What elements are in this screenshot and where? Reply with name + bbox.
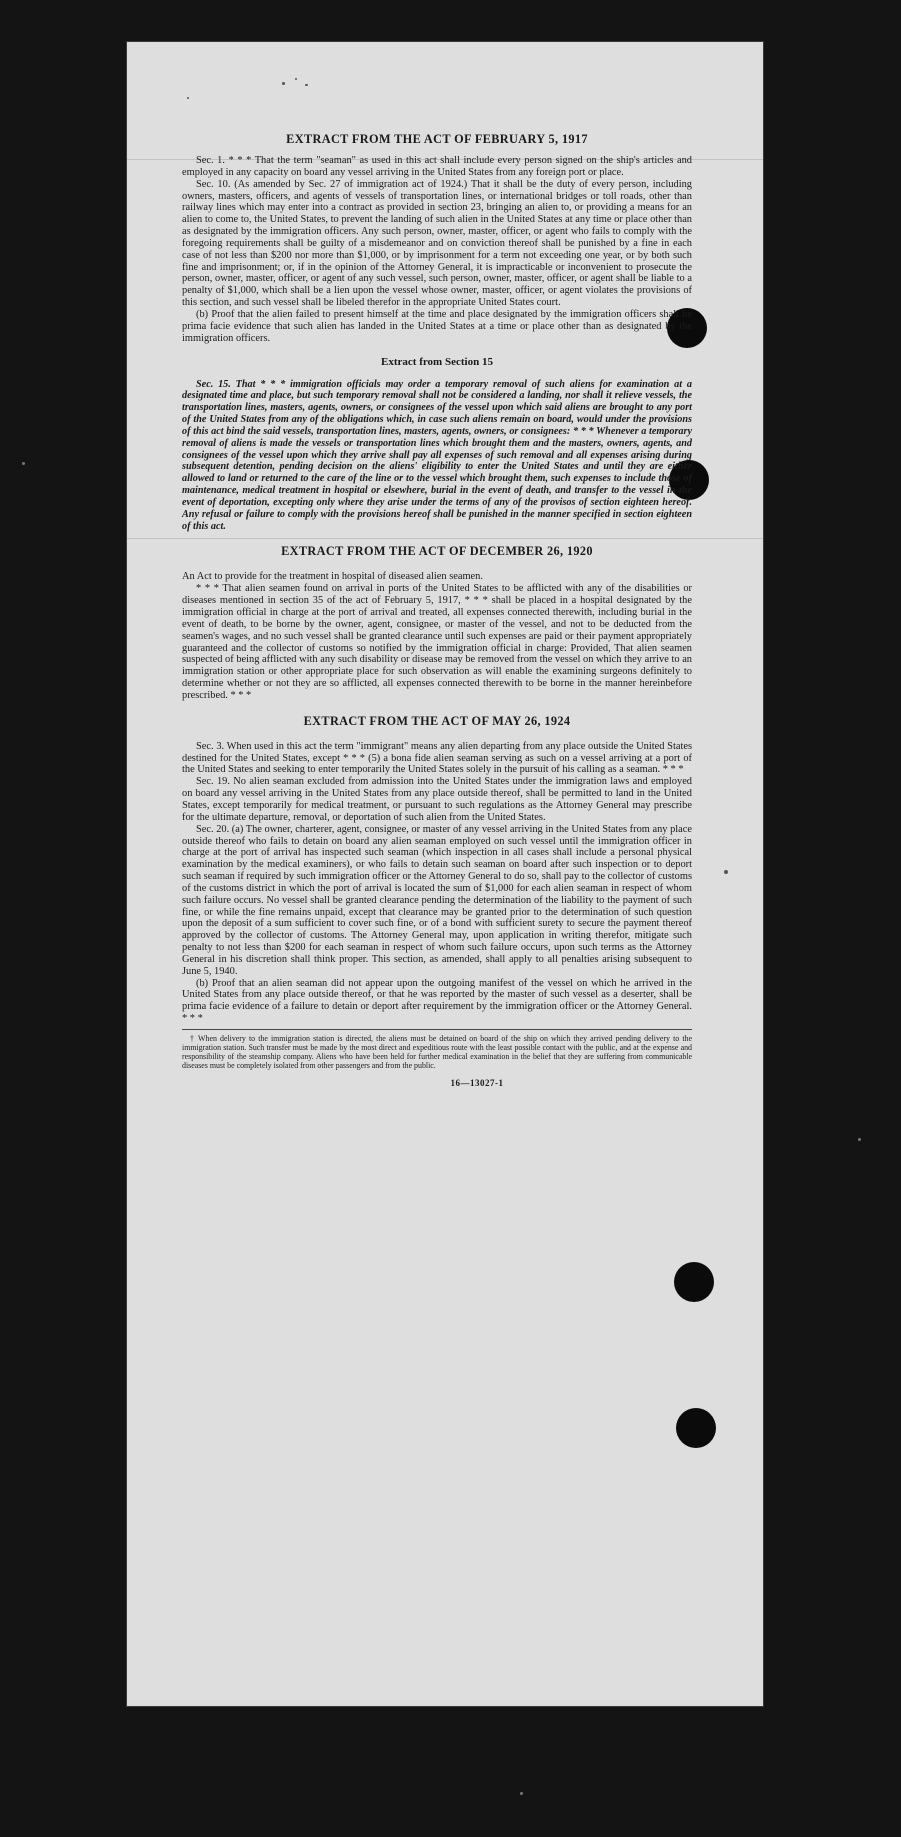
act-1920-title: An Act to provide for the treatment in hospital of diseased alien seamen. — [182, 571, 483, 583]
sec-10b-paragraph: (b) Proof that the alien failed to present himself at the time and place designated by the immigration officers shall be prima facie evidence that such alien has landed in the United States at a time or place other than as designated by the immigration officers. — [182, 308, 692, 344]
sec-15-paragraph: Sec. 15. That * * * immigration officials may order a temporary removal of such aliens for examination at a designated time and place, but such temporary removal shall not be considered a landing, nor shall it relieve vessels, the transportation lines, masters, agents, owners, or consignees of the vessel upon which said aliens are brought to any port of the United States from any of the obligations which, in case such aliens remain on board, would under the provisions of this act bind the said vessels, transportation lines, masters, agents, owners, or consignees: * * * Whenever a temporary removal of aliens is made the vessels or transportation lines which brought them and the masters, owners, agents, and consignees of the vessel upon which they arrive shall pay all expenses of such removal and all expenses arising during subsequent detention, pending decision on the aliens' eligibility to enter the United States and until they are either allowed to land or returned to the care of the line or to the vessel which brought them, such expenses to include those of maintenance, medical treatment in hospital or elsewhere, burial in the event of death, and transfer to the vessel in the event of deportation, excepting only where they arise under the terms of any of the provisos of section eighteen hereof. Any refusal or failure to comply with the provisions hereof shall be punished in the manner specified in section eighteen of this act. — [182, 378, 692, 532]
punch-hole — [676, 1408, 716, 1448]
sec-10-paragraph: Sec. 10. (As amended by Sec. 27 of immigration act of 1924.) That it shall be the duty of every person, including owners, masters, officers, and agents of vessels of transportation lines, or international bridges or toll roads, other than railway lines which may enter into a contract as provided in section 23, bringing an alien to, or providing a means for an alien to come to, the United States, to prevent the landing of such alien in the United States at any time or place other than as designated by the immigration officers. Any such person, owner, master, officer, or agent who fails to comply with the foregoing requirements shall be guilty of a misdemeanor and on conviction thereof shall be punished by a fine in each case of not less than $200 nor more than $1,000, or by imprisonment for a term not exceeding one year, or by both such fine and imprisonment; or, if in the opinion of the Attorney General, it is impracticable or inconvenient to prosecute the person, owner, master, officer, or agent of any such vessel, such person, owner, master, officer, or agent shall be liable to a penalty of $1,000, which shall be a lien upon the vessel whose owner, master, officer, or agent violates the provisions of this section, and such vessel shall be libeled therefor in the appropriate United States court. — [182, 178, 692, 309]
backdrop-speck — [22, 462, 25, 465]
backdrop-speck — [520, 1792, 523, 1795]
punch-hole — [674, 1262, 714, 1302]
sec-20b-paragraph: (b) Proof that an alien seaman did not appear upon the outgoing manifest of the vessel on which he arrived in the United States from any place outside thereof, or that he was reported by the master of such vessel as a deserter, shall be prima facie evidence of a failure to detain or deport after requirement by the immigration officer or the Attorney General. * * * — [182, 977, 692, 1025]
footnote-divider — [182, 1029, 692, 1030]
speck-cluster — [187, 97, 189, 99]
sec-20a-paragraph: Sec. 20. (a) The owner, charterer, agent, consignee, or master of any vessel arriving in the United States from any place outside thereof who fails to detain on board any alien seaman employed on such vessel until the immigration officer in charge at the port of arrival has inspected such seaman (which inspection in all cases shall include a personal physical examination by the medical examiners), or who fails to detain such seaman on board after such inspection or to deport such seaman if required by such immigration officer or the Attorney General to do so, shall pay to the collector of customs of the customs district in which the port of arrival is located the sum of $1,000 for each alien seaman in respect of whom such failure occurs. No vessel shall be granted clearance pending the determination of the liability to the payment of such fine, or while the fine remains unpaid, except that clearance may be granted prior to the determination of such question upon the deposit of a sum sufficient to cover such fine, or of a bond with sufficient surety to secure the payment thereof approved by the collector of customs. The Attorney General may, upon application in writing therefor, mitigate such penalty to not less than $200 for each seaman in respect of whom such failure occurs, upon such terms as the Attorney General in his discretion shall think proper. This section, as amended, shall apply to all penalties arising subsequent to June 5, 1940. — [182, 823, 692, 977]
speck-cluster — [305, 84, 308, 86]
backdrop-speck — [858, 1138, 861, 1141]
heading-act-feb-1917: EXTRACT FROM THE ACT OF FEBRUARY 5, 1917 — [286, 132, 588, 146]
speck-cluster — [282, 82, 285, 85]
sec-3-paragraph: Sec. 3. When used in this act the term "immigrant" means any alien departing from any place outside the United States destined for the United States, except * * * (5) a bona fide alien seaman serving as such on a vessel arriving at a port of the United States and seeking to enter temporarily the United States solely in the pursuit of his calling as a seaman. * * * — [182, 740, 692, 776]
sec-1-paragraph: Sec. 1. * * * That the term "seaman" as used in this act shall include every person signed on the ship's articles and employed in any capacity on board any vessel arriving in the United States from any foreign port or place. — [182, 155, 692, 178]
document-text — [182, 132, 692, 1088]
heading-act-may-1924: EXTRACT FROM THE ACT OF MAY 26, 1924 — [303, 713, 571, 728]
heading-section-15: Extract from Section 15 — [381, 355, 493, 368]
act-1920-paragraph: * * * That alien seamen found on arrival in ports of the United States to be afflicted with any of the disabilities or diseases mentioned in section 35 of the act of February 5, 1917, * * * shall be placed in a hospital designated by the immigration official in charge at the port of arrival and treated, all expenses connected therewith, including burial in the event of death, to be borne by the owner, agent, consignee, or master of the vessel, and not to be deducted from the seamen's wages, and no such vessel shall be granted clearance until such expenses are paid or their payment appropriately guaranteed and the collector of customs so notified by the immigration official in charge: Provided, That alien seamen suspected of being afflicted with any such disability or disease may be removed from the vessel on which they arrive to an immigration station or other appropriate place for such observation as will enable the examining surgeons definitely to determine whether or not they are so afflicted, all expenses connected therewith to be borne in the manner hereinbefore prescribed. * * * — [182, 583, 692, 701]
heading-act-dec-1920: EXTRACT FROM THE ACT OF DECEMBER 26, 1920 — [281, 544, 593, 559]
footnote: † When delivery to the immigration station is directed, the aliens must be detained on board of the ship on which they arrived pending delivery to the immigration station. Such transfer must be made by the most direct and expeditious route with the least possible contact with the public, and at the expense and responsibility of the steamship company. Aliens who have been held for further medical examination in the belief that they are suffering from communicable diseases must be completely isolated from other passengers and from the public. — [182, 1034, 692, 1071]
speck-cluster — [724, 870, 728, 874]
document-page — [127, 42, 763, 1706]
sec-19-paragraph: Sec. 19. No alien seaman excluded from admission into the United States under the immigration laws and employed on board any vessel arriving in the United States from any place outside thereof, shall be permitted to land in the United States, except temporarily for medical treatment, or pursuant to such regulations as the Attorney General may prescribe for the ultimate departure, removal, or deportation of such alien from the United States. — [182, 776, 692, 823]
speck-cluster — [295, 78, 297, 80]
form-number: 16—13027-1 — [450, 1078, 504, 1089]
